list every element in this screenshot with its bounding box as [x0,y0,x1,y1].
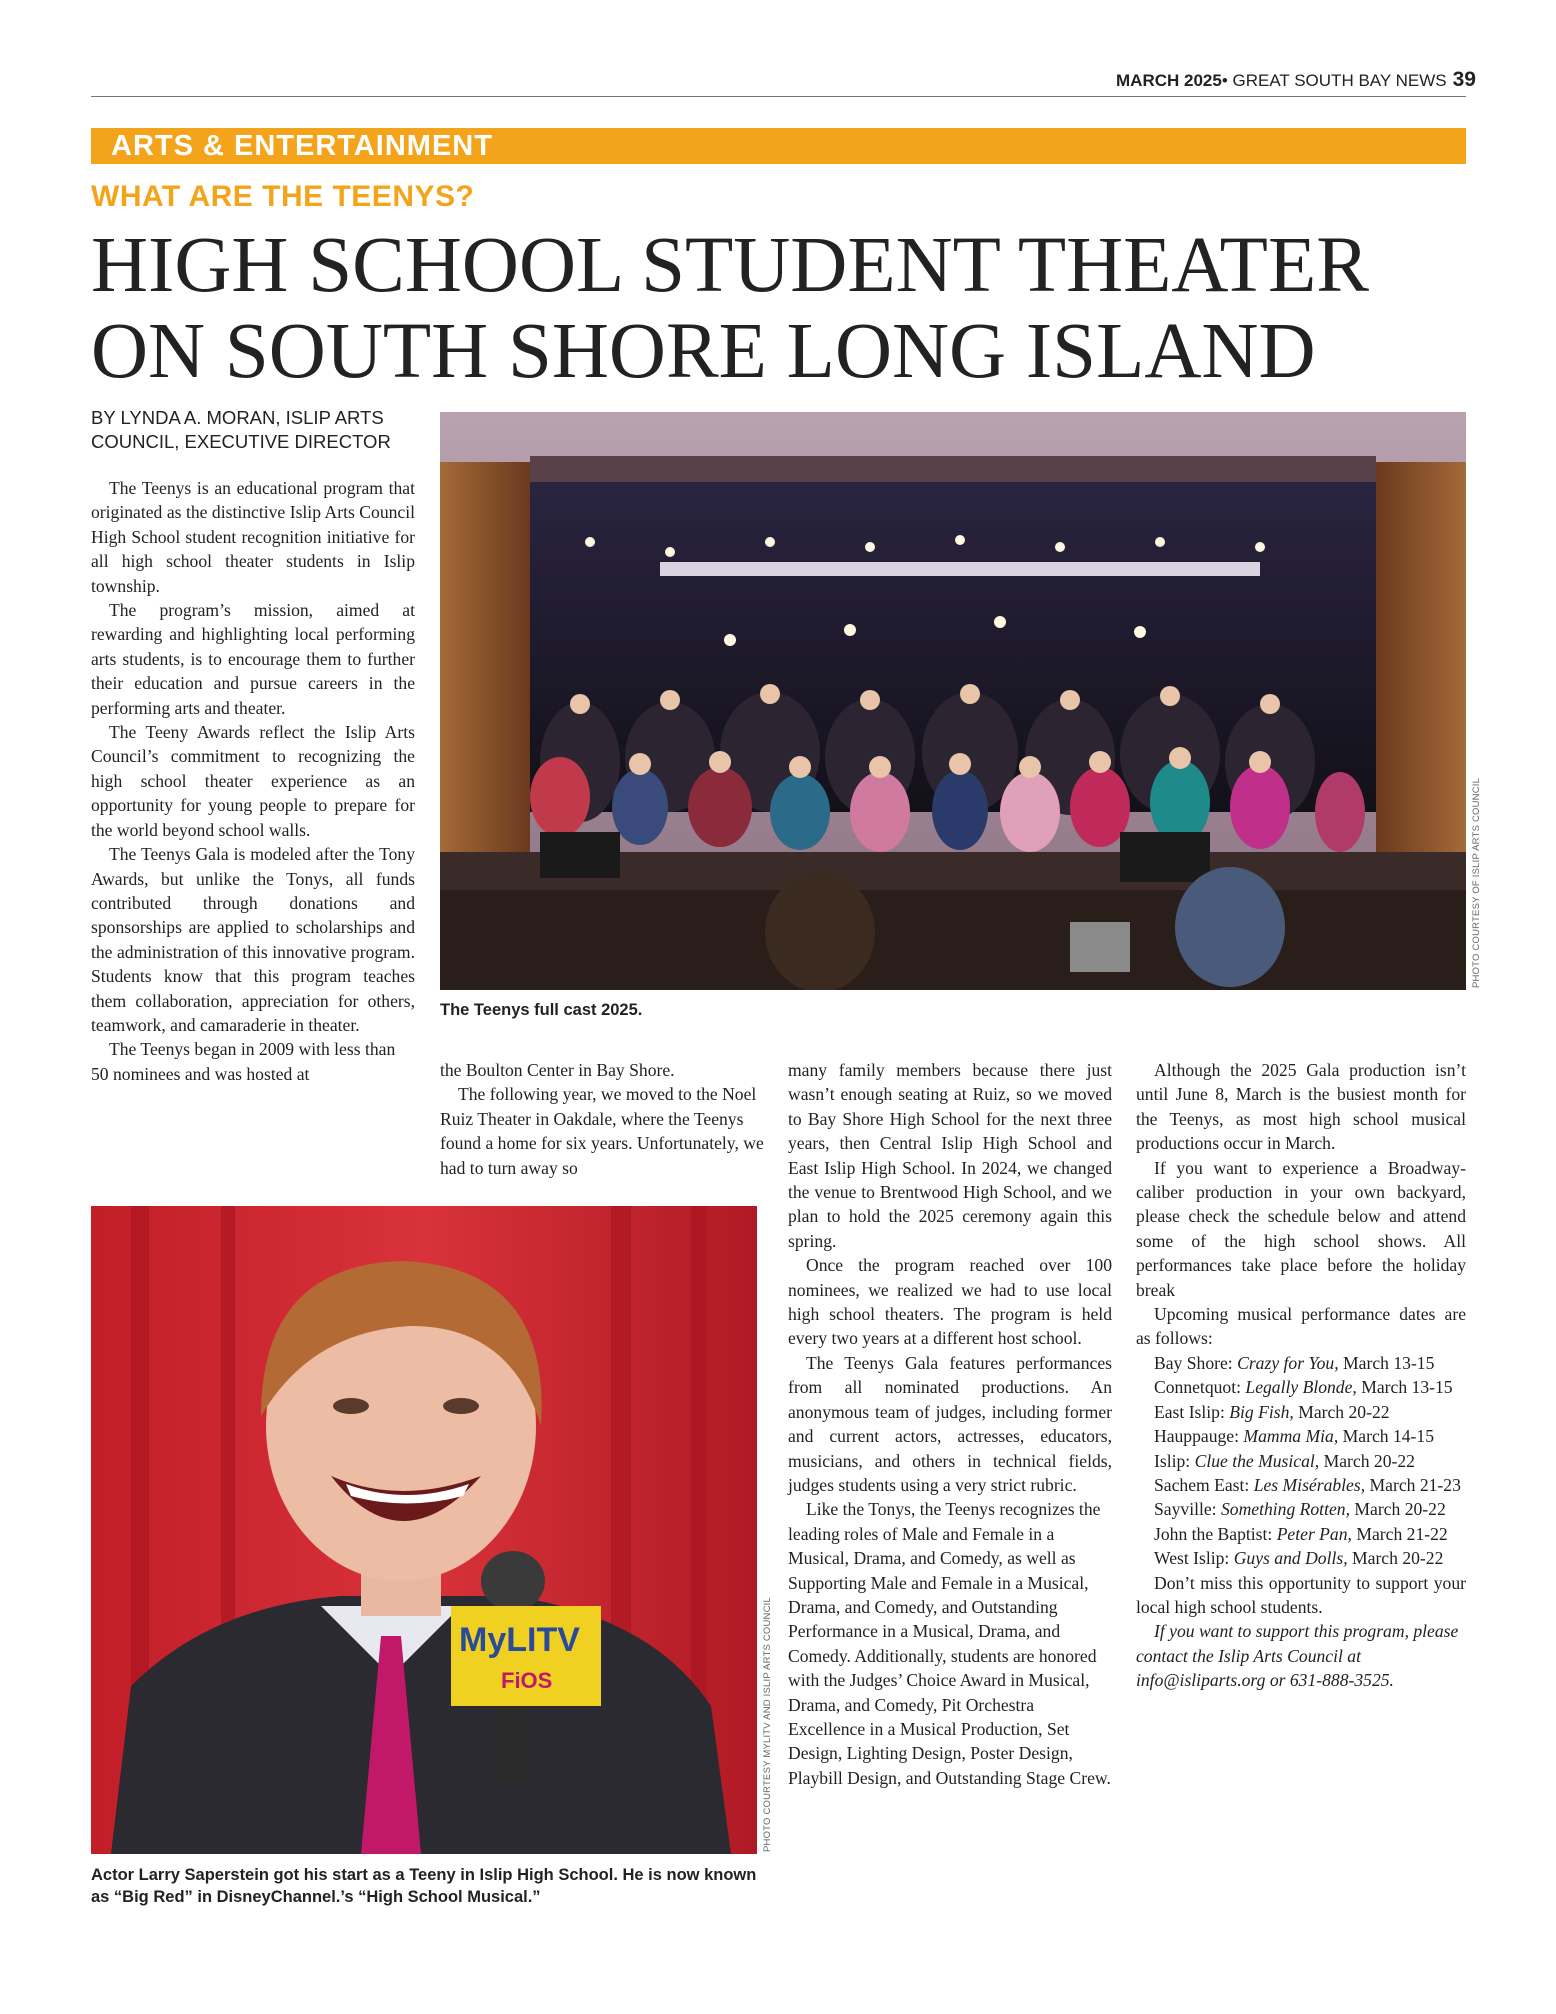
schedule-school: Connetquot: [1154,1377,1241,1398]
schedule-show: Something Rotten, [1220,1499,1350,1520]
schedule-item [1136,1473,1466,1497]
schedule-show: Clue the Musical, [1194,1450,1320,1471]
section-banner [91,128,1466,164]
paragraph: If you want to experience a Broadway-caliber production in your own backyard, please check the schedule below and attend some of the high school shows. All performances take place before the holiday break [1136,1157,1466,1300]
schedule-show: Les Misérables, [1253,1474,1366,1495]
actor-photo [91,1206,757,1854]
schedule-show: Peter Pan, [1276,1523,1352,1544]
schedule-dates: March 21-22 [1356,1523,1448,1544]
schedule-dates: March 13-15 [1361,1377,1453,1398]
paragraph: The following year, we moved to the Noel Ruiz Theater in Oakdale, where the Teenys found a home for six years. Unfortunately, we had to turn away so [440,1084,764,1178]
schedule-item [1136,1546,1466,1570]
publication-name: GREAT SOUTH BAY NEWS [1232,71,1447,90]
schedule-item [1136,1424,1466,1448]
schedule-school: John the Baptist: [1154,1523,1273,1544]
paragraph: Although the 2025 Gala production isn’t until June 8, March is the busiest month for the Teenys, as most high school musical productions occur in March. [1136,1060,1466,1154]
folio-separator: • [1221,71,1228,90]
schedule-dates: March 20-22 [1352,1548,1444,1569]
actor-photo-credit: PHOTO COURTESY MYLITV AND ISLIP ARTS COUNCIL [762,1597,773,1852]
paragraph: The Teenys Gala is modeled after the Tony Awards, but unlike the Tonys, all funds contributed through donations and sponsorships are applied to scholarships and the administration of this innovative program. Students know that this program teaches them collaboration, appreciation for others, teamwork, and camaraderie in theater. [91,844,415,1035]
schedule-dates: March 20-22 [1354,1499,1446,1520]
byline [91,406,421,454]
schedule-dates: March 13-15 [1343,1352,1435,1373]
actor-photo-caption: Actor Larry Saperstein got his start as a Teeny in Islip High School. He is now known as “Big Red” in DisneyChannel.’s “High School Musical.” [91,1866,757,1906]
issue-month: MARCH 2025 [1116,71,1222,90]
schedule-show: Big Fish, [1229,1401,1294,1422]
byline-line-1: BY LYNDA A. MORAN, ISLIP ARTS [91,407,384,428]
schedule-school: Hauppauge: [1154,1426,1240,1447]
schedule-school: Sayville: [1154,1499,1217,1520]
schedule-school: Islip: [1154,1450,1191,1471]
mic-flag-sub: FiOS [501,1668,553,1693]
mic-flag-brand: MyLITV [459,1621,580,1659]
paragraph: Once the program reached over 100 nominees, we realized we had to use local high school theaters. The program is held every two years at a different host school. [788,1255,1112,1349]
schedule-school: Bay Shore: [1154,1352,1233,1373]
schedule-item [1136,1449,1466,1473]
paragraph: Upcoming musical performance dates are as follows: [1136,1304,1466,1349]
article-column-3 [788,1058,1112,1790]
paragraph: the Boulton Center in Bay Shore. [440,1060,675,1080]
header-rule [91,96,1466,97]
paragraph: The Teenys began in 2009 with less than 50 nominees and was hosted at [91,1039,396,1084]
schedule-show: Guys and Dolls, [1233,1548,1348,1569]
headline-line-1: HIGH SCHOOL STUDENT THEATER [91,222,1369,309]
contact-text: If you want to support this program, please contact the Islip Arts Council at info@isliparts.org or 631-888-3525. [1136,1621,1459,1691]
schedule-dates: March 21-23 [1369,1474,1461,1495]
schedule-school: West Islip: [1154,1548,1230,1569]
paragraph: Like the Tonys, the Teenys recognizes the leading roles of Male and Female in a Musical, Drama, and Comedy, as well as Supporting Male and Female in a Musical, Drama, and Comedy, and Outstanding Performance in a Musical, Drama, and Comedy. Additionally, students are honored with the Judges’ Choice Award in Musical, Drama, and Comedy, Pit Orchestra Excellence in a Musical Production, Set Design, Lighting Design, Poster Design, Playbill Design, and Outstanding Stage Crew. [788,1499,1111,1788]
article-column-2 [440,1058,764,1180]
performance-schedule [1136,1351,1466,1571]
contact-paragraph [1136,1619,1466,1692]
schedule-school: Sachem East: [1154,1474,1250,1495]
article-column-4 [1136,1058,1466,1693]
cast-photo [440,412,1466,990]
schedule-show: Legally Blonde, [1245,1377,1357,1398]
cast-photo-caption: The Teenys full cast 2025. [440,1001,643,1019]
schedule-item [1136,1400,1466,1424]
paragraph: The Teenys Gala features performances from all nominated productions. An anonymous team of judges, including former and current actors, actresses, educators, musicians, and others in technical fields, judges students using a very strict rubric. [788,1352,1112,1495]
paragraph: Don’t miss this opportunity to support your local high school students. [1136,1572,1466,1617]
headline [91,223,1491,395]
schedule-dates: March 14-15 [1342,1426,1435,1447]
page-number: 39 [1452,68,1476,91]
schedule-item [1136,1522,1466,1546]
schedule-school: East Islip: [1154,1401,1225,1422]
paragraph: The program’s mission, aimed at rewarding and highlighting local performing arts students, is to encourage them to further their education and pursue careers in the performing arts and theater. [91,600,415,718]
paragraph: The Teeny Awards reflect the Islip Arts Council’s commitment to recognizing the high school theater experience as an opportunity for young people to prepare for the world beyond school walls. [91,722,415,840]
kicker: WHAT ARE THE TEENYS? [91,180,475,213]
page-folio [1116,68,1476,92]
headline-line-2: ON SOUTH SHORE LONG ISLAND [91,308,1316,395]
article-column-1 [91,476,415,1086]
schedule-show: Mamma Mia, [1243,1426,1339,1447]
section-label: ARTS & ENTERTAINMENT [111,130,493,162]
schedule-show: Crazy for You, [1237,1352,1339,1373]
paragraph: many family members because there just wasn’t enough seating at Ruiz, so we moved to Bay Shore High School for the next three years, then Central Islip High School and East Islip High School. In 2024, we changed the venue to Brentwood High School, and we plan to hold the 2025 ceremony again this spring. [788,1060,1112,1251]
schedule-item [1136,1497,1466,1521]
schedule-dates: March 20-22 [1298,1401,1390,1422]
cast-photo-credit: PHOTO COURTESY OF ISLIP ARTS COUNCIL [1471,777,1482,988]
schedule-dates: March 20-22 [1323,1450,1415,1471]
paragraph: The Teenys is an educational program that originated as the distinctive Islip Arts Council High School student recognition initiative for all high school theater students in Islip township. [91,478,415,596]
schedule-item [1136,1375,1466,1399]
byline-line-2: COUNCIL, EXECUTIVE DIRECTOR [91,431,391,452]
schedule-item [1136,1351,1466,1375]
